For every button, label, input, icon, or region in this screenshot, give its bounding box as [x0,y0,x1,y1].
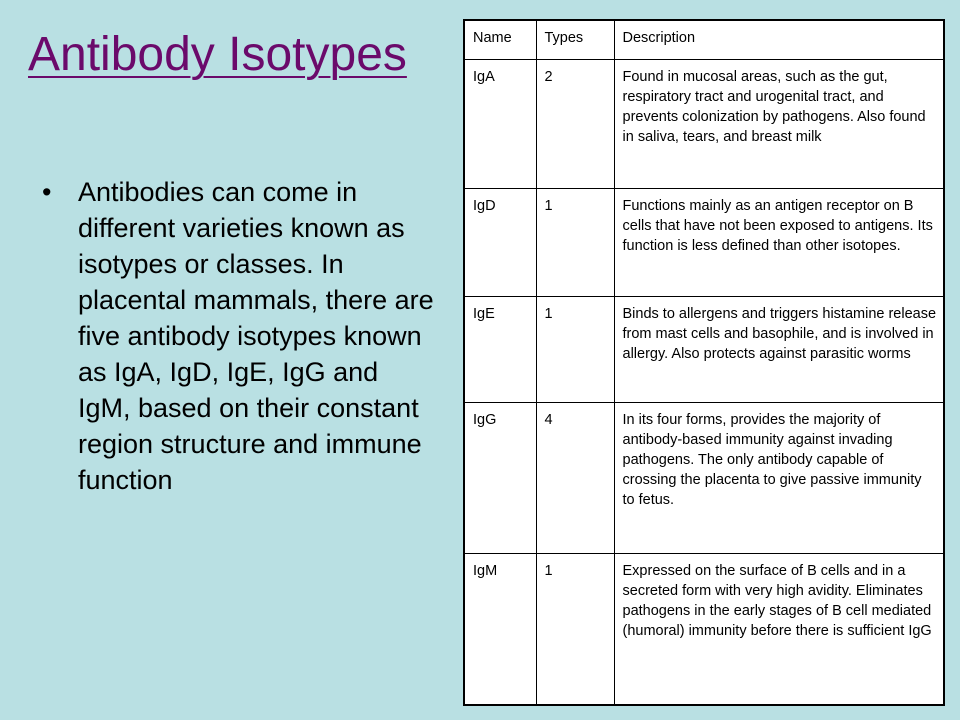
bullet-marker: • [42,177,52,207]
header-types: Types [536,20,614,60]
bullet-item [38,174,438,498]
bullet-list [38,174,438,498]
cell-types: 2 [536,60,614,189]
table-row [464,60,944,189]
cell-description: Expressed on the surface of B cells and in a secreted form with very high avidity. Eliminates pathogens in the early stages of B cell mediated (humoral) immunity before there is sufficient IgG [614,554,944,706]
table-row [464,554,944,706]
header-description: Description [614,20,944,60]
cell-types: 4 [536,403,614,554]
cell-types: 1 [536,554,614,706]
cell-name: IgE [464,297,536,403]
cell-types: 1 [536,189,614,297]
cell-name: IgD [464,189,536,297]
header-name: Name [464,20,536,60]
table-header-row [464,20,944,60]
cell-description: Binds to allergens and triggers histamine release from mast cells and basophile, and is involved in allergy. Also protects against parasitic worms [614,297,944,403]
cell-description: Found in mucosal areas, such as the gut, respiratory tract and urogenital tract, and prevents colonization by pathogens. Also found in saliva, tears, and breast milk [614,60,944,189]
cell-description: Functions mainly as an antigen receptor on B cells that have not been exposed to antigens. Its function is less defined than other isotopes. [614,189,944,297]
cell-name: IgM [464,554,536,706]
isotype-table [463,19,945,706]
bullet-text: Antibodies can come in different varieties known as isotypes or classes. In placental mammals, there are five antibody isotypes known as IgA, IgD, IgE, IgG and IgM, based on their constant region structure and immune function [78,177,434,495]
cell-name: IgG [464,403,536,554]
cell-name: IgA [464,60,536,189]
table-row [464,189,944,297]
cell-description: In its four forms, provides the majority of antibody-based immunity against invading pathogens. The only antibody capable of crossing the placenta to give passive immunity to fetus. [614,403,944,554]
table-row [464,297,944,403]
slide-title: Antibody Isotypes [28,28,407,81]
table-row [464,403,944,554]
cell-types: 1 [536,297,614,403]
